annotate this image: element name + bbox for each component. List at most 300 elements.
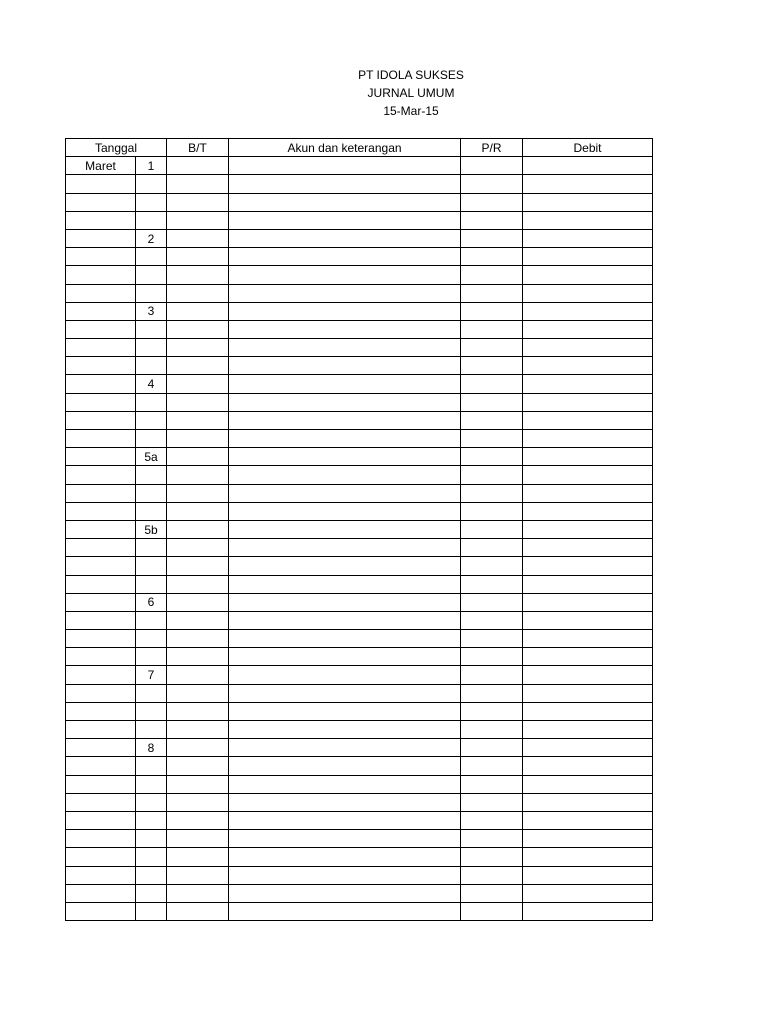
cell-bt	[167, 866, 229, 884]
table-row	[66, 193, 653, 211]
cell-month	[66, 357, 136, 375]
cell-pr	[461, 430, 523, 448]
table-row	[66, 739, 653, 757]
cell-pr	[461, 757, 523, 775]
table-row	[66, 539, 653, 557]
table-row	[66, 157, 653, 175]
cell-akun	[229, 484, 461, 502]
table-row	[66, 557, 653, 575]
cell-bt	[167, 266, 229, 284]
table-row	[66, 520, 653, 538]
cell-day: 6	[136, 593, 167, 611]
cell-akun	[229, 320, 461, 338]
cell-akun	[229, 520, 461, 538]
cell-debit	[523, 248, 653, 266]
cell-akun	[229, 848, 461, 866]
cell-akun	[229, 393, 461, 411]
cell-month	[66, 193, 136, 211]
table-row	[66, 575, 653, 593]
cell-akun	[229, 175, 461, 193]
cell-akun	[229, 757, 461, 775]
cell-pr	[461, 229, 523, 247]
cell-pr	[461, 302, 523, 320]
cell-bt	[167, 830, 229, 848]
cell-debit	[523, 902, 653, 920]
cell-akun	[229, 375, 461, 393]
cell-debit	[523, 811, 653, 829]
cell-day	[136, 775, 167, 793]
cell-month	[66, 248, 136, 266]
cell-debit	[523, 575, 653, 593]
cell-pr	[461, 411, 523, 429]
cell-bt	[167, 793, 229, 811]
cell-debit	[523, 157, 653, 175]
cell-debit	[523, 357, 653, 375]
cell-day	[136, 411, 167, 429]
table-row	[66, 611, 653, 629]
cell-month	[66, 684, 136, 702]
cell-pr	[461, 539, 523, 557]
cell-pr	[461, 902, 523, 920]
cell-month	[66, 520, 136, 538]
table-row	[66, 775, 653, 793]
cell-akun	[229, 448, 461, 466]
document-date: 15-Mar-15	[383, 104, 439, 118]
cell-debit	[523, 611, 653, 629]
cell-bt	[167, 648, 229, 666]
cell-day	[136, 793, 167, 811]
cell-month	[66, 211, 136, 229]
cell-pr	[461, 284, 523, 302]
cell-month: Maret	[66, 157, 136, 175]
cell-month	[66, 866, 136, 884]
cell-pr	[461, 775, 523, 793]
table-row	[66, 684, 653, 702]
cell-day: 5a	[136, 448, 167, 466]
cell-bt	[167, 466, 229, 484]
table-row	[66, 375, 653, 393]
cell-day: 7	[136, 666, 167, 684]
cell-pr	[461, 448, 523, 466]
cell-akun	[229, 611, 461, 629]
table-row	[66, 593, 653, 611]
cell-pr	[461, 157, 523, 175]
cell-day	[136, 211, 167, 229]
cell-debit	[523, 502, 653, 520]
cell-akun	[229, 284, 461, 302]
table-row	[66, 448, 653, 466]
cell-debit	[523, 375, 653, 393]
cell-day: 2	[136, 229, 167, 247]
cell-akun	[229, 357, 461, 375]
cell-bt	[167, 430, 229, 448]
cell-month	[66, 539, 136, 557]
cell-day	[136, 884, 167, 902]
cell-month	[66, 902, 136, 920]
cell-day	[136, 866, 167, 884]
cell-akun	[229, 721, 461, 739]
cell-pr	[461, 175, 523, 193]
document-title: JURNAL UMUM	[367, 86, 455, 100]
cell-month	[66, 484, 136, 502]
cell-debit	[523, 339, 653, 357]
cell-pr	[461, 393, 523, 411]
table-row	[66, 211, 653, 229]
cell-day	[136, 484, 167, 502]
table-header-row	[66, 139, 653, 157]
cell-pr	[461, 721, 523, 739]
cell-debit	[523, 193, 653, 211]
cell-debit	[523, 430, 653, 448]
cell-akun	[229, 684, 461, 702]
cell-pr	[461, 557, 523, 575]
cell-day	[136, 466, 167, 484]
cell-month	[66, 884, 136, 902]
cell-day	[136, 702, 167, 720]
journal-body	[66, 157, 653, 921]
cell-month	[66, 702, 136, 720]
cell-month	[66, 811, 136, 829]
cell-bt	[167, 175, 229, 193]
cell-bt	[167, 357, 229, 375]
cell-day	[136, 684, 167, 702]
cell-pr	[461, 684, 523, 702]
cell-month	[66, 575, 136, 593]
cell-debit	[523, 793, 653, 811]
cell-pr	[461, 793, 523, 811]
cell-debit	[523, 884, 653, 902]
cell-akun	[229, 630, 461, 648]
cell-bt	[167, 666, 229, 684]
cell-day: 5b	[136, 520, 167, 538]
cell-day	[136, 557, 167, 575]
cell-month	[66, 611, 136, 629]
cell-akun	[229, 302, 461, 320]
cell-pr	[461, 320, 523, 338]
cell-bt	[167, 339, 229, 357]
cell-day	[136, 284, 167, 302]
table-row	[66, 339, 653, 357]
cell-bt	[167, 902, 229, 920]
cell-debit	[523, 484, 653, 502]
cell-bt	[167, 702, 229, 720]
table-row	[66, 466, 653, 484]
table-row	[66, 248, 653, 266]
cell-debit	[523, 320, 653, 338]
table-row	[66, 830, 653, 848]
cell-bt	[167, 884, 229, 902]
cell-pr	[461, 848, 523, 866]
cell-bt	[167, 448, 229, 466]
cell-pr	[461, 339, 523, 357]
cell-pr	[461, 375, 523, 393]
table-row	[66, 411, 653, 429]
cell-debit	[523, 702, 653, 720]
cell-debit	[523, 739, 653, 757]
cell-debit	[523, 229, 653, 247]
cell-akun	[229, 211, 461, 229]
document-header	[0, 66, 768, 120]
cell-pr	[461, 648, 523, 666]
cell-bt	[167, 611, 229, 629]
column-header-debit: Debit	[523, 139, 653, 157]
cell-debit	[523, 448, 653, 466]
cell-bt	[167, 157, 229, 175]
cell-debit	[523, 721, 653, 739]
cell-day	[136, 848, 167, 866]
table-row	[66, 884, 653, 902]
cell-debit	[523, 266, 653, 284]
cell-debit	[523, 466, 653, 484]
cell-bt	[167, 320, 229, 338]
cell-akun	[229, 866, 461, 884]
cell-day: 3	[136, 302, 167, 320]
cell-akun	[229, 266, 461, 284]
cell-debit	[523, 866, 653, 884]
cell-day	[136, 502, 167, 520]
table-row	[66, 648, 653, 666]
cell-month	[66, 266, 136, 284]
cell-bt	[167, 575, 229, 593]
cell-bt	[167, 248, 229, 266]
cell-akun	[229, 502, 461, 520]
cell-debit	[523, 593, 653, 611]
table-row	[66, 666, 653, 684]
cell-bt	[167, 302, 229, 320]
cell-pr	[461, 211, 523, 229]
cell-day: 4	[136, 375, 167, 393]
column-header-akun: Akun dan keterangan	[229, 139, 461, 157]
cell-day: 1	[136, 157, 167, 175]
cell-day	[136, 248, 167, 266]
cell-debit	[523, 648, 653, 666]
cell-akun	[229, 793, 461, 811]
table-row	[66, 848, 653, 866]
cell-debit	[523, 539, 653, 557]
cell-month	[66, 593, 136, 611]
cell-pr	[461, 593, 523, 611]
table-row	[66, 866, 653, 884]
table-row	[66, 793, 653, 811]
cell-pr	[461, 266, 523, 284]
cell-debit	[523, 666, 653, 684]
cell-pr	[461, 739, 523, 757]
cell-pr	[461, 193, 523, 211]
cell-pr	[461, 502, 523, 520]
cell-bt	[167, 557, 229, 575]
cell-bt	[167, 393, 229, 411]
cell-debit	[523, 630, 653, 648]
cell-pr	[461, 866, 523, 884]
cell-akun	[229, 702, 461, 720]
table-row	[66, 902, 653, 920]
cell-month	[66, 284, 136, 302]
cell-akun	[229, 739, 461, 757]
cell-bt	[167, 211, 229, 229]
cell-day	[136, 357, 167, 375]
cell-bt	[167, 375, 229, 393]
cell-bt	[167, 630, 229, 648]
cell-pr	[461, 520, 523, 538]
cell-akun	[229, 775, 461, 793]
cell-month	[66, 648, 136, 666]
cell-debit	[523, 393, 653, 411]
cell-day	[136, 430, 167, 448]
cell-day	[136, 830, 167, 848]
cell-day: 8	[136, 739, 167, 757]
table-row	[66, 811, 653, 829]
column-header-pr: P/R	[461, 139, 523, 157]
table-row	[66, 630, 653, 648]
cell-month	[66, 502, 136, 520]
cell-bt	[167, 775, 229, 793]
cell-day	[136, 175, 167, 193]
cell-bt	[167, 411, 229, 429]
cell-bt	[167, 520, 229, 538]
cell-day	[136, 648, 167, 666]
column-header-tanggal: Tanggal	[66, 139, 167, 157]
cell-akun	[229, 193, 461, 211]
cell-akun	[229, 830, 461, 848]
cell-day	[136, 811, 167, 829]
table-row	[66, 502, 653, 520]
cell-akun	[229, 157, 461, 175]
cell-debit	[523, 411, 653, 429]
cell-bt	[167, 848, 229, 866]
table-row	[66, 757, 653, 775]
cell-month	[66, 848, 136, 866]
cell-akun	[229, 811, 461, 829]
cell-day	[136, 902, 167, 920]
cell-akun	[229, 466, 461, 484]
cell-bt	[167, 229, 229, 247]
cell-pr	[461, 830, 523, 848]
cell-pr	[461, 630, 523, 648]
table-row	[66, 357, 653, 375]
cell-bt	[167, 539, 229, 557]
cell-month	[66, 775, 136, 793]
cell-akun	[229, 884, 461, 902]
cell-debit	[523, 520, 653, 538]
cell-debit	[523, 775, 653, 793]
cell-month	[66, 229, 136, 247]
cell-day	[136, 611, 167, 629]
cell-month	[66, 302, 136, 320]
cell-bt	[167, 484, 229, 502]
cell-month	[66, 448, 136, 466]
cell-bt	[167, 684, 229, 702]
table-row	[66, 302, 653, 320]
cell-pr	[461, 484, 523, 502]
cell-day	[136, 320, 167, 338]
cell-month	[66, 411, 136, 429]
cell-day	[136, 266, 167, 284]
cell-pr	[461, 248, 523, 266]
table-row	[66, 702, 653, 720]
cell-month	[66, 757, 136, 775]
cell-month	[66, 557, 136, 575]
cell-pr	[461, 666, 523, 684]
cell-bt	[167, 284, 229, 302]
table-row	[66, 320, 653, 338]
cell-debit	[523, 175, 653, 193]
cell-pr	[461, 884, 523, 902]
cell-bt	[167, 757, 229, 775]
cell-pr	[461, 702, 523, 720]
cell-month	[66, 430, 136, 448]
cell-debit	[523, 684, 653, 702]
cell-pr	[461, 357, 523, 375]
cell-akun	[229, 248, 461, 266]
table-row	[66, 484, 653, 502]
cell-day	[136, 757, 167, 775]
cell-month	[66, 630, 136, 648]
cell-bt	[167, 811, 229, 829]
cell-pr	[461, 466, 523, 484]
cell-month	[66, 466, 136, 484]
cell-month	[66, 339, 136, 357]
cell-akun	[229, 666, 461, 684]
cell-month	[66, 175, 136, 193]
cell-akun	[229, 575, 461, 593]
cell-month	[66, 393, 136, 411]
cell-day	[136, 193, 167, 211]
cell-akun	[229, 229, 461, 247]
company-name: PT IDOLA SUKSES	[358, 68, 464, 82]
cell-debit	[523, 848, 653, 866]
cell-month	[66, 793, 136, 811]
journal-table	[65, 138, 653, 921]
cell-bt	[167, 739, 229, 757]
cell-akun	[229, 902, 461, 920]
cell-debit	[523, 557, 653, 575]
cell-debit	[523, 211, 653, 229]
cell-day	[136, 575, 167, 593]
cell-debit	[523, 302, 653, 320]
cell-day	[136, 721, 167, 739]
column-header-bt: B/T	[167, 139, 229, 157]
cell-month	[66, 721, 136, 739]
cell-day	[136, 630, 167, 648]
cell-bt	[167, 721, 229, 739]
cell-pr	[461, 811, 523, 829]
cell-akun	[229, 557, 461, 575]
cell-akun	[229, 593, 461, 611]
cell-day	[136, 393, 167, 411]
table-row	[66, 175, 653, 193]
cell-day	[136, 339, 167, 357]
cell-akun	[229, 539, 461, 557]
cell-day	[136, 539, 167, 557]
cell-month	[66, 320, 136, 338]
cell-debit	[523, 830, 653, 848]
cell-pr	[461, 611, 523, 629]
cell-akun	[229, 648, 461, 666]
cell-pr	[461, 575, 523, 593]
table-row	[66, 393, 653, 411]
table-row	[66, 229, 653, 247]
cell-akun	[229, 339, 461, 357]
table-row	[66, 266, 653, 284]
cell-bt	[167, 193, 229, 211]
cell-debit	[523, 284, 653, 302]
table-row	[66, 430, 653, 448]
cell-month	[66, 830, 136, 848]
table-row	[66, 284, 653, 302]
table-row	[66, 721, 653, 739]
cell-month	[66, 666, 136, 684]
cell-akun	[229, 430, 461, 448]
